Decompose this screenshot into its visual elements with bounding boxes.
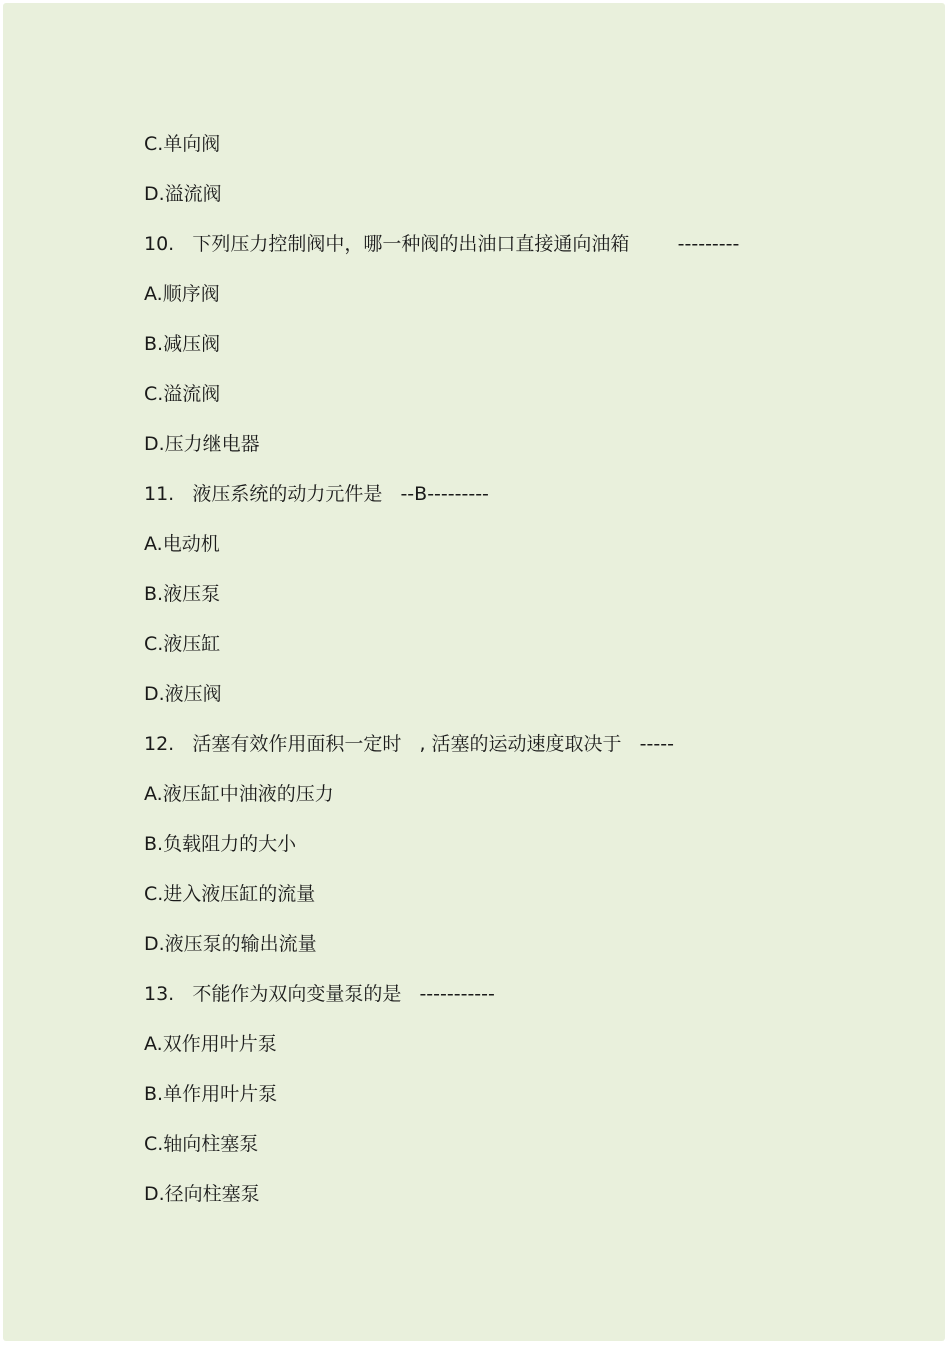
option-d-relief-valve: D.溢流阀	[144, 183, 222, 205]
question-13: 13. 不能作为双向变量泵的是 -----------	[144, 983, 495, 1005]
option-c-check-valve: C.单向阀	[144, 133, 221, 155]
option-d-pump-output-flow: D.液压泵的输出流量	[144, 933, 317, 955]
option-a-motor: A.电动机	[144, 533, 220, 555]
option-b-reducing-valve: B.减压阀	[144, 333, 221, 355]
question-12: 12. 活塞有效作用面积一定时 , 活塞的运动速度取决于 -----	[144, 733, 674, 755]
option-d-pressure-relay: D.压力继电器	[144, 433, 260, 455]
question-11: 11. 液压系统的动力元件是 --B---------	[144, 483, 489, 505]
question-list	[144, 119, 904, 1219]
option-c-relief-valve: C.溢流阀	[144, 383, 221, 405]
option-d-hydraulic-valve: D.液压阀	[144, 683, 222, 705]
document-page	[3, 3, 945, 1341]
option-a-cylinder-pressure: A.液压缸中油液的压力	[144, 783, 334, 805]
option-b-load-resistance: B.负载阻力的大小	[144, 833, 297, 855]
option-a-sequence-valve: A.顺序阀	[144, 283, 220, 305]
option-c-axial-piston-pump: C.轴向柱塞泵	[144, 1133, 259, 1155]
option-c-hydraulic-cylinder: C.液压缸	[144, 633, 221, 655]
option-b-hydraulic-pump: B.液压泵	[144, 583, 221, 605]
option-b-single-acting-vane-pump: B.单作用叶片泵	[144, 1083, 278, 1105]
option-a-double-acting-vane-pump: A.双作用叶片泵	[144, 1033, 277, 1055]
option-c-cylinder-flow: C.进入液压缸的流量	[144, 883, 316, 905]
option-d-radial-piston-pump: D.径向柱塞泵	[144, 1183, 260, 1205]
question-10: 10. 下列压力控制阀中，哪一种阀的出油口直接通向油箱 ---------	[144, 233, 740, 255]
